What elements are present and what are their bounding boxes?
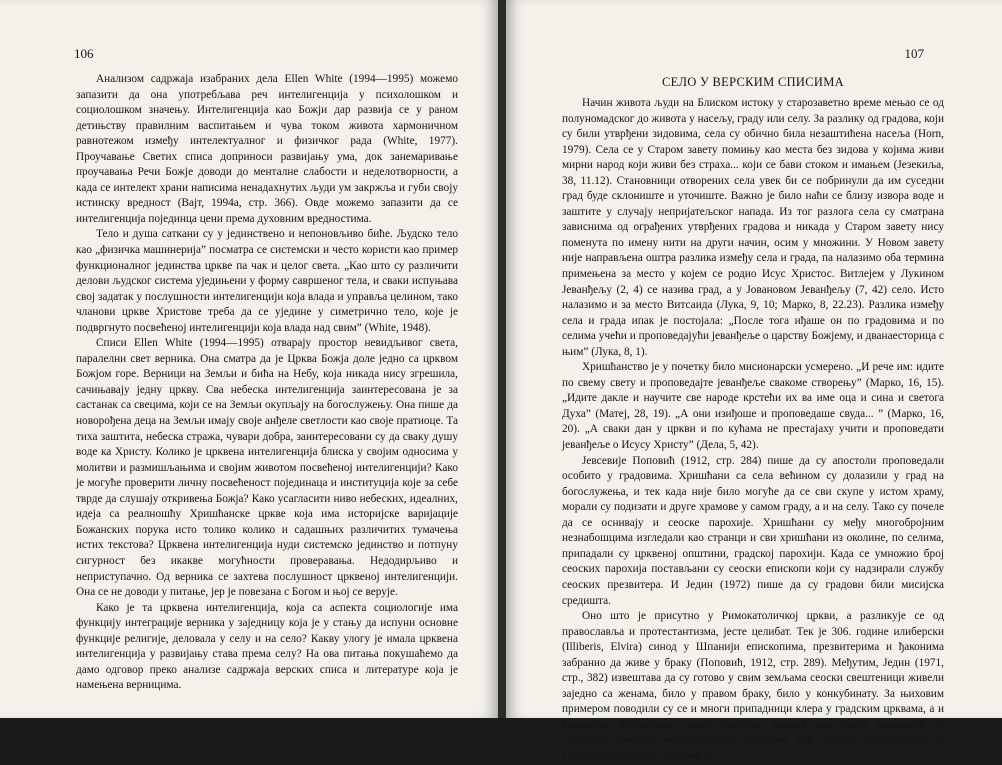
paragraph: Начин живота људи на Блиском истоку у старозаветно време мењао се од полуномадског до живота у насељу, граду или селу. За разлику од градова, који су били утврђени зидовима, села су обично била незаштићена насеља (Horn, 1979). Села се у Старом завету помињу као места без зидова у којима живи мирни народ који живи без страха... који се бави стоком и имањем (Језекиља, 38, 11.12). Становници отворених села увек би се побринули да им суседни град буде склониште и уточиште. Важно је било наћи се близу извора воде и заштите у случају непријатељског напада. Из тог разлога села су сматрана зависнима од ограђених утврђених градова и никада у Старом завету нису поменута по имену нити на други начин, осим у множини. У Новом завету није направљена оштра разлика између села и града, па налазимо оба термина примењена за место у којем се родио Исус Христос. Витлејем у Лукином Јеванђељу (2, 4) се назива град, а у Јовановом Јеванђељу (7, 42) село. Исто налазимо и за место Витсаида (Лука, 9, 10; Марко, 8, 22.23). Разлика између села и града ипак је постојала: „После тога иђаше он по градовима и по селима учећи и проповедајући јеванђеље о царству Божјему, и дванаесторица с њим” (Лука, 8, 1).	[562, 97, 944, 358]
paragraph: Тело и душа саткани су у јединствено и непоновљиво биће. Људско тело као „физичка машинерија” посматра се системски и често користи као пример функционалног јединства цркве па чак и целог света. „Као што су различити делови људског система уједињени у форму савршеног тела, и сваки испуњава свој задатак у послушности интелигенцији која влада и управља целином, тако чланови цркве Христове треба да се уједине у симетрично тело, које је подвргнуто посвећеној интелигенцији која влада над свим” (White, 1948).	[76, 228, 458, 334]
right-page-body	[562, 96, 944, 765]
right-page	[506, 0, 1002, 762]
left-page-body	[76, 72, 458, 694]
page-number-left: 106	[74, 46, 94, 61]
paragraph: Хришћанство је у почетку било мисионарски усмерено. „И рече им: идите по свему свету и проповедајте јеванђеље свакоме створењу” (Марко, 16, 15). „Идите дакле и научите све народе крстећи их ва име оца и сина и светога Духа” (Матеј, 28, 19). „А они изиђоше и проповедаше свуда... ” (Марко, 16, 20). „А сваки дан у цркви и по кућама не престајаху учити и проповедати јеванђеље о Исусу Христу” (Дела, 5, 42).	[562, 361, 944, 452]
paragraph: Јевсевије Поповић (1912, стр. 284) пише да су апостоли проповедали особито у градовима. Хришћани са села већином су долазили у град на богослужења, и тек када није било могуће да се сви скупе у истом храму, морали су подизати и друге храмове у самом граду, а и на селу. Тако су почеле да се оснивају и сеоске парохије. Хришћани су међу многобројним незнабошцима изгледали као странци и сви хришћани из околине, по селима, припадали су црквеној општини, градској парохији. Када се умножио број сеоских парохија постављани су сеоски епископи који су надзирали службу сеоских презвитера. И Једин (1972) пише да су градови били мисијска средишта.	[562, 454, 944, 607]
paragraph: Анализом садржаја изабраних дела Ellen White (1994—1995) можемо запазити да она употребљава реч интелигенција у психолошком и социолошком значењу. Интелигенција као Божји дар развија се у раном детињству правилним васпитањем и чува током живота хармоничном равнотежом између интелектуалног и физичког рада (White, 1977). Проучавање Светих списа доприноси развијању ума, док занемаривање проучавања Речи Божје доводи до менталне слабости и неделотворности, а када се интелект храни написима ненадахнутих људи ум закржља и губи своју истинску вредност (Вајт, 1994а, стр. 366). Овде можемо запазити да се интелигенција појединца цени према духовним вредностима.	[76, 73, 458, 225]
paragraph: Оно што је присутно у Римокатоличкој цркви, а разликује се од православља и протестантизма, јесте целибат. Тек је 306. године илиберски (Illiberis, Elvira) синод у Шпанији епископима, презвитерима и ђаконима забранио да живе у браку (Поповић, 1912, стр. 289). Међутим, Једин (1971, стр., 382) извештава да су готово у свим земљама сеоски свештеници живели заједно са женама, било у правом браку, било у конкубинату. За њиховим примером поводили су се и многи припадници клера у градским црквама, а и каноници. Конкубинат неког бискупа, монаха или опата вероватно се уопштено сматрао недопустиним; међутим, код сеоског свештенства се углавном толерисао. Њихово ни-	[562, 610, 944, 762]
paragraph: Како је та црквена интелигенција, која са аспекта социологије има функцију интеграције верника у заједницу која је у стању да испуни основне функције религије, деловала у селу и на село? Какву улогу је имала црквена интелигенција у развијању става према селу? На ова питања покушаћемо да дамо одговор преко анализе садржаја верских списа и литературе која је намењена верницима.	[76, 601, 458, 692]
section-heading: СЕЛО У ВЕРСКИМ СПИСИМА	[662, 75, 844, 89]
paragraph: Списи Ellen White (1994—1995) отварају простор невидљивог света, паралелни свет верника. Она сматра да је Црква Божја доле једно са црквом Божјом горе. Верници на Земљи и бића на Небу, која никада нису згрешила, сачињавају једну цркву. Сва небеска интелигенција заинтересована је за састанак са свецима, који се на Земљи окупљају на богослужењу. Она пише да новорођена деца на Земљи имају своје анђеле светлости као своје пратиоце. Та тиха заштита, небеска стража, чувари добра, заинтересовани су да сваку душу воде ка Христу. Колико је црквена интелигенција блиска у својим односима у молитви и размишљањима и својим животом посвећеној интелигенцији? Како је могуће проверити личну посвећеност појединаца и институција које за себе тврде да слушају откривења Божја? Како усагласити ниво небеских, идеалних, идеја са реалношћу Хришћанске цркве која има историјске варијације Божанских порука исто толико колико и садашњих различитих тумачења истих текстова? Црквена интелигенција нуди системско јединство и потпуну сигурност без икакве могућности проверавања. Недодирљиво и неприступачно. Од верника се захтева послушност црквеној интелигенцији. Она се не доводи у питање, јер је повезана с Богом и њој се верује.	[76, 337, 458, 599]
book-gutter	[498, 0, 506, 718]
page-number-right: 107	[904, 46, 924, 61]
left-page	[0, 0, 498, 718]
